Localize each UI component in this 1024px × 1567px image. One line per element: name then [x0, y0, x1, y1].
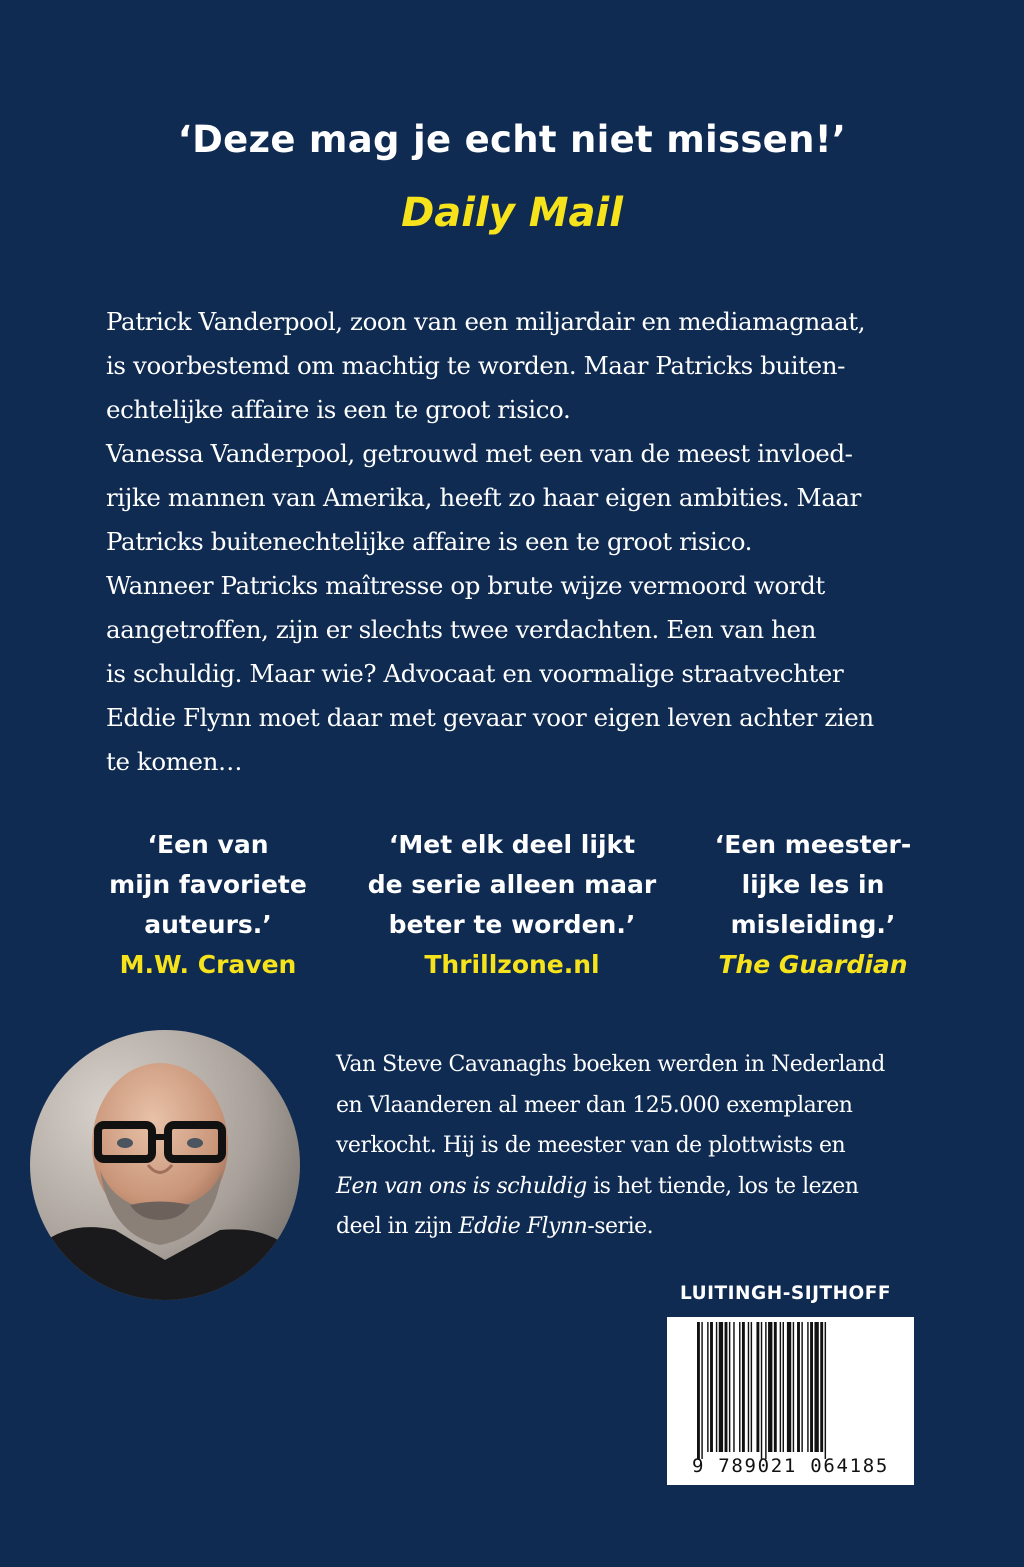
blurb-line: Wanneer Patricks maîtresse op brute wijze vermoord wordt: [106, 571, 825, 600]
barcode-bar: [707, 1322, 708, 1452]
barcode-bar: [751, 1322, 752, 1452]
quote-source: The Guardian: [718, 950, 908, 979]
barcode-bar: [774, 1322, 777, 1452]
blurb: [106, 300, 914, 784]
barcode-bar: [733, 1322, 734, 1452]
bio-text: deel in zijn: [336, 1214, 459, 1239]
barcode-bar: [748, 1322, 749, 1452]
barcode-bar: [701, 1322, 702, 1459]
barcode-bar: [814, 1322, 818, 1452]
quote-source: M.W. Craven: [119, 950, 297, 979]
barcode-bar: [801, 1322, 802, 1452]
barcode-bar: [725, 1322, 728, 1452]
barcode-bar: [820, 1322, 823, 1452]
barcode-bar: [787, 1322, 791, 1452]
quote-line: ‘Met elk deel lijkt: [388, 830, 636, 859]
quote-line: lijke les in: [741, 870, 885, 899]
bio-line: Van Steve Cavanaghs boeken werden in Nederland: [336, 1052, 885, 1077]
review-quote-guardian: [663, 825, 963, 985]
author-photo: [30, 1030, 300, 1300]
barcode-bar: [710, 1322, 713, 1452]
barcode-bar: [729, 1322, 730, 1452]
publisher-name: LUITINGH-SIJTHOFF: [680, 1283, 892, 1304]
blurb-line: rijke mannen van Amerika, heeft zo haar eigen ambities. Maar: [106, 483, 861, 512]
barcode-bar: [756, 1322, 759, 1452]
blurb-line: is schuldig. Maar wie? Advocaat en voormalige straatvechter: [106, 659, 844, 688]
quote-line: de serie alleen maar: [367, 870, 657, 899]
quote-line: ‘Een van: [147, 830, 269, 859]
barcode-bar: [807, 1322, 808, 1452]
blurb-line: Vanessa Vanderpool, getrouwd met een van de meest invloed-: [106, 439, 853, 468]
headline-source: Daily Mail: [401, 190, 623, 236]
author-bio: [336, 1045, 916, 1248]
barcode-bar: [739, 1322, 740, 1452]
barcode-bar: [716, 1322, 717, 1452]
barcode-bar: [719, 1322, 723, 1452]
headline-quote: ‘Deze mag je echt niet missen!’: [177, 118, 847, 161]
barcode-bar: [783, 1322, 784, 1452]
blurb-line: te komen…: [106, 747, 243, 776]
quote-line: beter te worden.’: [388, 910, 636, 939]
blurb-line: Patrick Vanderpool, zoon van een miljardair en mediamagnaat,: [106, 307, 866, 336]
blurb-line: echtelijke affaire is een te groot risico.: [106, 395, 571, 424]
barcode-bar: [793, 1322, 794, 1452]
barcode-bar: [697, 1322, 700, 1459]
quote-line: ‘Een meester-: [714, 830, 912, 859]
quote-source: Thrillzone.nl: [424, 950, 600, 979]
review-quote-craven: [58, 825, 358, 985]
blurb-line: Eddie Flynn moet daar met gevaar voor eigen leven achter zien: [106, 703, 874, 732]
bio-text: -serie.: [587, 1214, 654, 1239]
bio-line: verkocht. Hij is de meester van de plottwists en: [336, 1133, 846, 1158]
barcode-bar: [797, 1322, 800, 1452]
bio-line: [336, 1207, 916, 1248]
barcode-bar: [825, 1322, 826, 1459]
quote-line: mijn favoriete: [109, 870, 307, 899]
barcode-bar: [765, 1322, 766, 1459]
barcode-bar: [768, 1322, 772, 1452]
barcode-bar: [761, 1322, 762, 1459]
bio-line: en Vlaanderen al meer dan 125.000 exemplaren: [336, 1092, 853, 1118]
book-title: Een van ons is schuldig: [336, 1173, 587, 1199]
bio-text: is het tiende, los te lezen: [586, 1173, 859, 1199]
blurb-line: is voorbestemd om machtig te worden. Maar Patricks buiten-: [106, 351, 846, 380]
isbn-number: 9 789021 064185: [691, 1455, 890, 1477]
barcode-bar: [780, 1322, 781, 1452]
review-quote-thrillzone: [362, 825, 662, 985]
barcode-bar: [742, 1322, 745, 1452]
bio-line: [336, 1167, 916, 1208]
isbn-barcode: [667, 1317, 914, 1485]
blurb-line: aangetroffen, zijn er slechts twee verdachten. Een van hen: [106, 615, 816, 644]
quote-line: auteurs.’: [144, 910, 272, 939]
barcode-bar: [810, 1322, 813, 1452]
series-title: Eddie Flynn: [458, 1214, 588, 1239]
quote-line: misleiding.’: [730, 910, 896, 939]
blurb-line: Patricks buitenechtelijke affaire is een te groot risico.: [106, 527, 753, 556]
